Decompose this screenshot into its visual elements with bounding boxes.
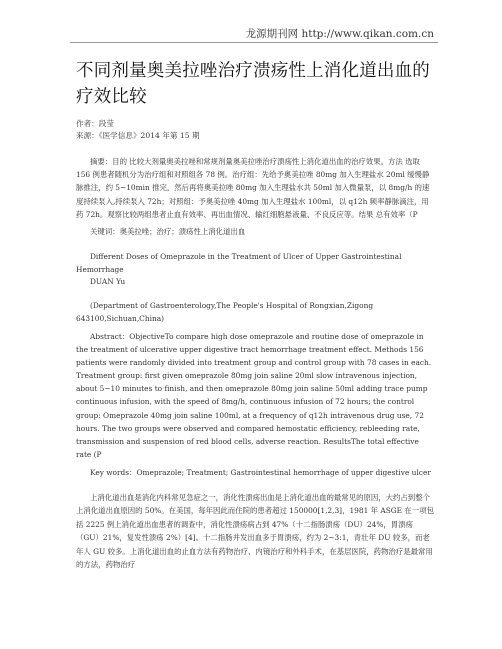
affiliation-line-2: 643100,Sichuan,China)	[76, 314, 164, 324]
english-title: Different Doses of Omeprazole in the Treatment of Ulcer of Upper Gastrointestinal Hemorrhage	[76, 252, 402, 275]
english-abstract: Abstract：ObjectiveTo compare high dose omeprazole and routine dose of omeprazole in the treatment of ulcerative upper digestive tract hemorrhage treatment effect. Methods 156 patients were randomly divided into treatment group and control group with 78 cases in each. Treatment group: first given omeprazole 80mg join saline 20ml slow intravenous injection, about 5~10 minutes to finish, and then omeprazole 80mg join saline 50ml adding trace pump continuous infusion, with the speed of 8mg/h, continuous infusion of 72 hours; the control group: Omeprazole 40mg join saline 100ml, at a frequency of q12h intravenous drug use, 72 hours. The two groups were observed and compared hemostatic efficiency, rebleeding rate, transmission and suspension of red blood cells, adverse reaction. ResultsThe total effective rate (P	[76, 332, 432, 459]
english-author: DUAN Yu	[90, 277, 126, 286]
english-affiliation	[76, 299, 436, 325]
article-author: 作者：段莹	[76, 119, 114, 128]
header-divider	[70, 42, 438, 43]
article-title: 不同剂量奥美拉唑治疗溃疡性上消化道出血的疗效比较	[76, 61, 430, 107]
header-site-link[interactable]: 龙源期刊网 http://www.qikan.com.cn	[245, 28, 434, 40]
chinese-abstract: 摘要：目的 比较大剂量奥美拉唑和常规剂量奥美拉唑治疗溃疡性上消化道出血的治疗效果。方法 选取 156 例患者随机分为治疗组和对照组各 78 例。治疗组：先给予奥美拉唑 80mg 加入生理盐水 20ml 缓慢静脉推注，约 5~10min 推完，然后再将奥美拉唑 80mg 加入生理盐水共 50ml 加入微量泵，以 8mg/h 的速度持续泵入,持续泵入 72h；对照组：予奥美拉唑 40mg 加入生理盐水 100ml，以 q12h 频率静脉滴注，用药 72h。观察比较两组患者止血有效率、再出血情况、输红细胞悬液量、不良反应等。结果 总有效率（P	[76, 157, 430, 219]
article-source: 来源：《医学信息》2014 年第 15 期	[76, 131, 200, 140]
affiliation-line-1: (Department of Gastroenterology,The People's Hospital of Rongxian,Zigong	[90, 301, 374, 310]
english-keywords: Key words：Omeprazole; Treatment; Gastrointestinal hemorrhage of upper digestive ulcer	[90, 468, 431, 477]
chinese-keywords: 关键词：奥美拉唑；治疗；溃疡性上消化道出血	[90, 227, 246, 236]
body-paragraph: 上消化道出血是消化内科常见急症之一，消化性溃疡出血是上消化道出血的最常见的原因，大约占到整个上消化道出血原因的 50%。在美国，每年因此而住院的患者超过 150000[1,2,3]，1981 年 ASGE 在一项包括 2225 例上消化道出血患者的调查中，消化性溃疡病占到 47%（十二指肠溃疡（DU）24%，胃溃疡（GU）21%，复发性溃疡 2%）[4]。十二指肠并发出血多于胃溃疡，约为 2~3:1，青壮年 DU 较多，而老年人 GU 较多。上消化道出血的止血方法有药物治疗、内镜治疗和外科手术，在基层医院，药物治疗是最常用的方法，药物治疗	[76, 493, 434, 570]
